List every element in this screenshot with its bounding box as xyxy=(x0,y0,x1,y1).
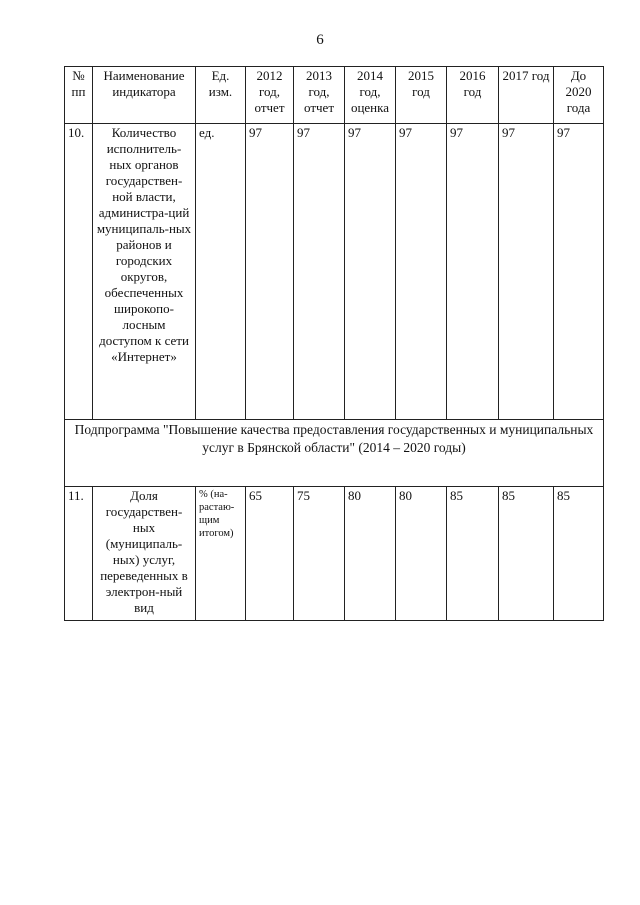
header-unit: Ед. изм. xyxy=(196,67,246,124)
row-name: Доля государствен-ных (муниципаль-ных) услуг, переведенных в электрон-ный вид xyxy=(93,487,196,621)
value-2012: 65 xyxy=(246,487,294,621)
header-2017: 2017 год xyxy=(499,67,554,124)
value-2017: 97 xyxy=(499,124,554,420)
value-2013: 75 xyxy=(294,487,345,621)
header-2015: 2015 год xyxy=(396,67,447,124)
table-header-row xyxy=(65,67,604,124)
header-2013: 2013 год, отчет xyxy=(294,67,345,124)
header-2016: 2016 год xyxy=(447,67,499,124)
header-name: Наименование индикатора xyxy=(93,67,196,124)
value-2020: 97 xyxy=(554,124,604,420)
value-2015: 80 xyxy=(396,487,447,621)
value-2014: 80 xyxy=(345,487,396,621)
header-num: № пп xyxy=(65,67,93,124)
value-2020: 85 xyxy=(554,487,604,621)
value-2016: 97 xyxy=(447,124,499,420)
value-2013: 97 xyxy=(294,124,345,420)
header-2014: 2014 год, оценка xyxy=(345,67,396,124)
table-row xyxy=(65,487,604,621)
row-unit: % (на-растаю-щим итогом) xyxy=(196,487,246,621)
value-2012: 97 xyxy=(246,124,294,420)
subprogram-row xyxy=(65,420,604,487)
row-unit: ед. xyxy=(196,124,246,420)
row-num: 11. xyxy=(65,487,93,621)
value-2015: 97 xyxy=(396,124,447,420)
subprogram-title: Подпрограмма "Повышение качества предоставления государственных и муниципальных услуг в Брянской области" (2014 – 2020 годы) xyxy=(65,420,604,487)
row-name: Количество исполнитель-ных органов государствен-ной власти, администра-ций муниципаль-ных районов и городских округов, обеспеченных широкопо-лосным доступом к сети «Интернет» xyxy=(93,124,196,420)
header-2020: До 2020 года xyxy=(554,67,604,124)
header-2012: 2012 год, отчет xyxy=(246,67,294,124)
page-number: 6 xyxy=(316,32,324,48)
value-2014: 97 xyxy=(345,124,396,420)
value-2017: 85 xyxy=(499,487,554,621)
value-2016: 85 xyxy=(447,487,499,621)
table-row xyxy=(65,124,604,420)
indicators-table xyxy=(64,66,604,621)
row-num: 10. xyxy=(65,124,93,420)
